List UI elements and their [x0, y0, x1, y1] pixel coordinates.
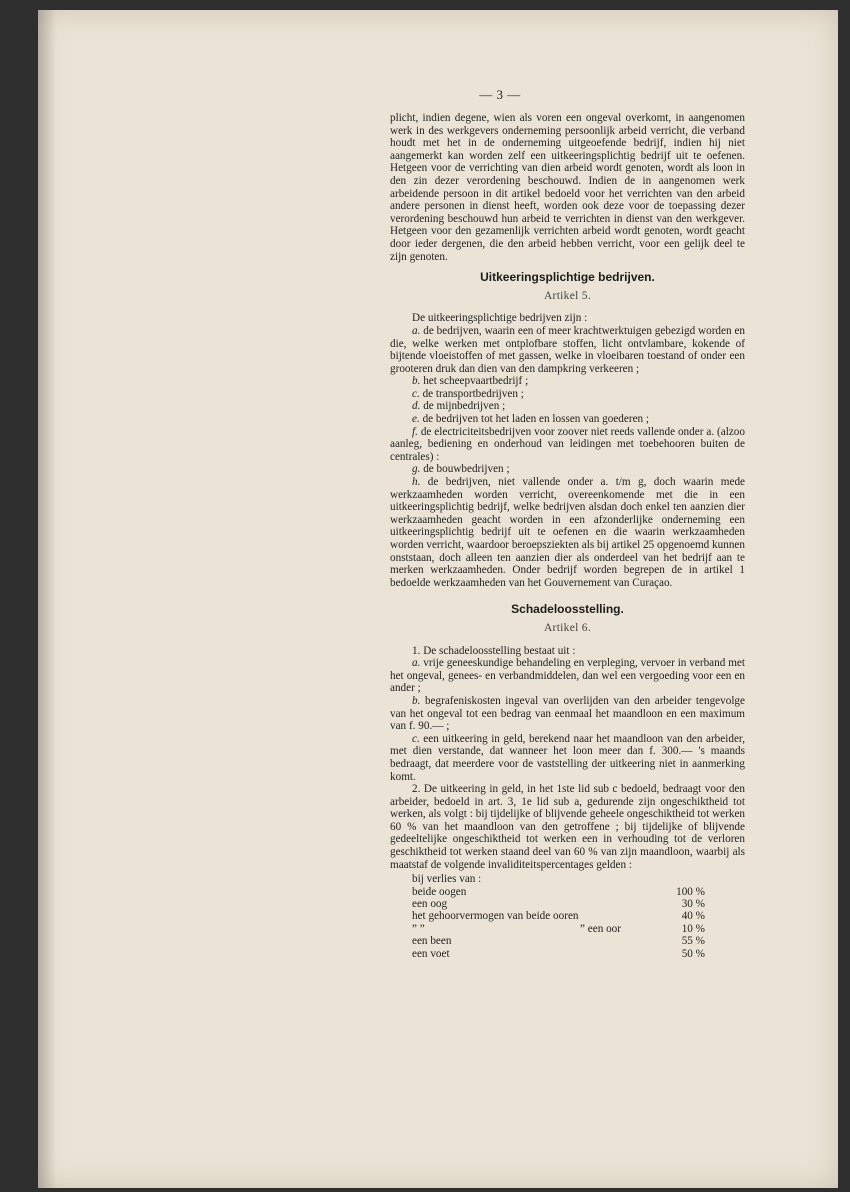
- list-item-label: h.: [412, 476, 421, 489]
- list-item: [390, 375, 745, 388]
- list-item: [390, 413, 745, 426]
- list-item-label: f.: [412, 425, 418, 438]
- table-row: [390, 923, 745, 935]
- table-row: [390, 910, 745, 922]
- list-item-text: de bouwbedrijven ;: [423, 463, 510, 476]
- table-cell-label: een been: [412, 935, 452, 948]
- list-item-label: a.: [412, 324, 421, 337]
- table-cell-label: het gehoorvermogen van beide ooren: [412, 910, 579, 923]
- article-5-title: Artikel 5.: [543, 289, 592, 302]
- list-item-label: c.: [412, 387, 420, 400]
- list-item-label: b.: [412, 694, 421, 707]
- article-6-lead: 1. De schadeloosstelling bestaat uit :: [412, 644, 576, 657]
- table-cell-value: 55 %: [681, 935, 705, 948]
- list-item-label: c.: [412, 732, 420, 745]
- invaliditeit-table: [390, 873, 745, 960]
- list-item-text: de electriciteitsbedrijven voor zoover niet reeds vallende onder a. (alzoo aanleg, bediening en onderhoud van leidingen met toebehooren buiten de centrales) :: [390, 425, 745, 463]
- table-row: [390, 898, 745, 910]
- list-item-text: vrije geneeskundige behandeling en verpleging, vervoer in verband met het ongeval, genees- en verbandmiddelen, dan wel een vergoeding voor een en ander ;: [390, 657, 746, 695]
- text-column: [390, 112, 745, 960]
- list-item: [390, 657, 745, 695]
- intro-paragraph: plicht, indien degene, wien als voren een ongeval overkomt, in aangenomen werk in des werkgevers onderneming persoonlijk arbeid verricht, die verband houdt met het in de onderneming uitgeoefende bedrijf, indien hij niet aangemerkt kan worden zelf een uitkeeringsplichtig bedrijf uit te oefenen. Hetgeen voor de verrichting van dien arbeid wordt genoten, wordt als loon in den zin dezer verordening beschouwd. Indien de in aangenomen werk arbeidende persoon in dit artikel bedoeld voor het verrichten van den arbeid andere personen in dienst heeft, worden ook deze voor de toepassing dezer verordening beschouwd hun arbeid te verrichten in dienst van den werkgever. Hetgeen voor den gezamenlijk verrichten arbeid wordt genoten, wordt geacht door ieder dergenen, die den arbeid hebben verricht, voor een gelijk deel te zijn genoten.: [390, 112, 745, 263]
- article-6-title: Artikel 6.: [543, 621, 592, 634]
- list-item-text: een uitkeering in geld, berekend naar het maandloon van den arbeider, met dien verstande, dat wanneer het loon meer dan f. 300.— 's maands bedraagt, dat meerdere voor de vaststelling der uitkeering niet in aanmerking komt.: [390, 732, 745, 783]
- list-item: [390, 463, 745, 476]
- list-item-text: de bedrijven tot het laden en lossen van goederen ;: [422, 413, 650, 426]
- section-heading-schadeloosstelling: Schadeloosstelling.: [511, 602, 624, 617]
- table-cell-mid: ” een oor: [580, 922, 621, 935]
- list-item: [390, 733, 745, 783]
- list-item-label: g.: [412, 463, 421, 476]
- table-lead: bij verlies van :: [412, 873, 482, 886]
- list-item: [390, 476, 745, 589]
- article-5-lead: De uitkeeringsplichtige bedrijven zijn :: [412, 312, 588, 325]
- list-item-label: d.: [412, 400, 421, 413]
- table-cell-value: 100 %: [676, 885, 705, 898]
- table-cell-value: 10 %: [681, 922, 705, 935]
- article-6-list: [390, 657, 745, 783]
- list-item: [390, 695, 745, 733]
- list-item-text: de bedrijven, waarin een of meer krachtwerktuigen gebezigd worden en die, welke werken met ontplofbare stoffen, licht ontvlambare, kokende of bijtende vloeistoffen of met gassen, welke in vloeibaren toestand of onder een grooteren druk dan dien van den dampkring verkeeren ;: [390, 324, 745, 375]
- page-number: — 3 —: [479, 87, 521, 102]
- list-item: [390, 388, 745, 401]
- list-item-text: de mijnbedrijven ;: [423, 400, 506, 413]
- list-item: [390, 400, 745, 413]
- list-item: [390, 426, 745, 464]
- list-item-text: het scheepvaartbedrijf ;: [423, 375, 529, 388]
- list-item-label: b.: [412, 375, 421, 388]
- list-item-label: a.: [412, 657, 421, 670]
- list-item: [390, 325, 745, 375]
- article-5-list: [390, 325, 745, 589]
- list-item-label: e.: [412, 413, 420, 426]
- list-item-text: begrafeniskosten ingeval van overlijden van den arbeider tengevolge van het ongeval tot een bedrag van eenmaal het maandloon en een maximum van f. 90.— ;: [390, 694, 745, 733]
- table-row: [390, 948, 745, 960]
- table-row: [390, 886, 745, 898]
- section-heading-uitkeeringsplichtige: Uitkeeringsplichtige bedrijven.: [480, 270, 655, 285]
- table-cell-label: ” ”: [412, 922, 425, 935]
- page-fold-shadow: [38, 10, 56, 1188]
- table-cell-label: beide oogen: [412, 885, 467, 898]
- list-item-text: de bedrijven, niet vallende onder a. t/m g, doch waarin mede werkzaamheden worden verricht, overeenkomende met die in een uitkeeringsplichtig bedrijf, welke bedrijven alsdan doch enkel ten aanzien dier werkzaamheden geacht worden in een afzonderlijke onderneming een uitkeeringsplichtig bedrijf uit te oefenen en die waarin werkzaamheden worden verricht, waardoor beroepsziekten als bij artikel 25 opgenoemd kunnen onststaan, doch alleen ten aanzien dier als onderdeel van het bedrijf aan te merken werkzaamheden. Onder bedrijf worden begrepen de in artikel 1 bedoelde werkzaamheden van het Gouvernement van Curaçao.: [390, 476, 746, 589]
- table-cell-label: een oog: [412, 898, 448, 911]
- table-cell-value: 30 %: [681, 898, 705, 911]
- article-6-paragraph-2: 2. De uitkeering in geld, in het 1ste lid sub c bedoeld, bedraagt voor den arbeider, bedoeld in art. 3, 1e lid sub a, gedurende zijn ongeschiktheid tot werken, als volgt : bij tijdelijke of blijvende geheele ongeschiktheid tot werken 60 % van het maandloon van den getroffene ; bij tijdelijke of blijvende gedeeltelijke ongeschiktheid tot werken een in verhouding tot de verloren geschiktheid tot werken staand deel van 60 % van zijn maandloon, waarbij als maatstaf de volgende invaliditeitspercentages gelden :: [390, 783, 745, 871]
- table-row: [390, 935, 745, 947]
- table-cell-label: een voet: [412, 947, 450, 960]
- table-cell-value: 50 %: [681, 947, 705, 960]
- list-item-text: de transportbedrijven ;: [422, 387, 524, 400]
- table-cell-value: 40 %: [681, 910, 705, 923]
